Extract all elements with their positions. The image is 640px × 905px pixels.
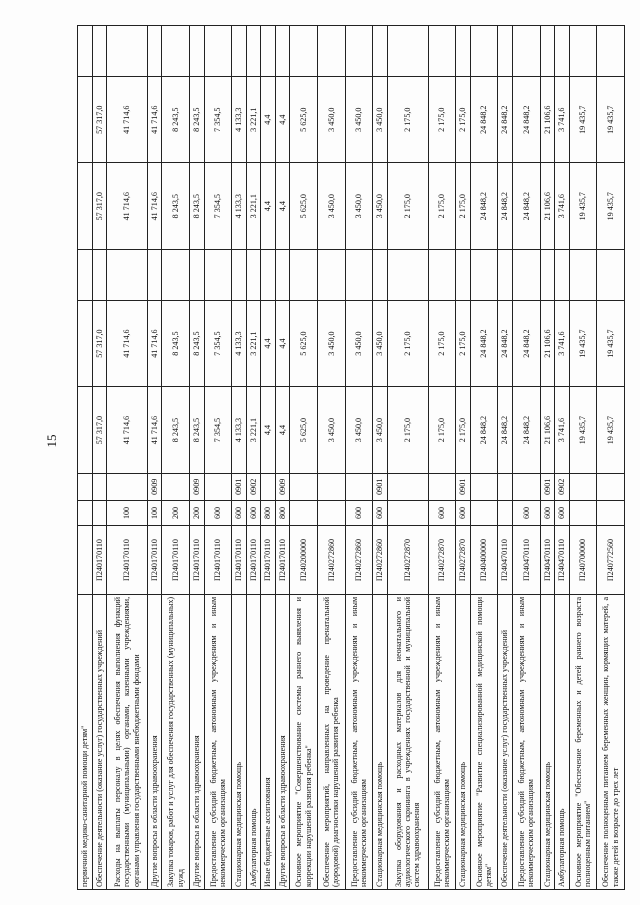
row-value-5-cell: 2 175,0: [387, 76, 428, 163]
row-section-cell: [498, 473, 513, 500]
row-code-cell: П240470110: [540, 526, 555, 595]
row-code-cell: П240170110: [246, 526, 261, 595]
row-expense-type-cell: [92, 500, 107, 525]
row-value-3-cell: [345, 249, 373, 300]
row-code-cell: П240170110: [107, 526, 148, 595]
table-row: [428, 26, 456, 890]
row-value-3-cell: [512, 249, 540, 300]
row-value-1-cell: 24 848,2: [512, 387, 540, 474]
row-value-4-cell: 24 848,2: [498, 163, 513, 250]
row-expense-type-cell: [317, 500, 345, 525]
row-code-cell: П240200000: [290, 526, 318, 595]
row-value-6-cell: [428, 26, 456, 77]
row-code-cell: П240170110: [261, 526, 276, 595]
row-expense-type-cell: [569, 500, 597, 525]
row-value-2-cell: 4,4: [261, 300, 276, 387]
row-expense-type-cell: 800: [261, 500, 276, 525]
row-value-3-cell: [107, 249, 148, 300]
row-value-5-cell: 2 175,0: [428, 76, 456, 163]
row-expense-type-cell: [387, 500, 428, 525]
row-value-5-cell: 3 221,1: [246, 76, 261, 163]
row-section-cell: 0901: [456, 473, 471, 500]
row-expense-type-cell: 600: [232, 500, 247, 525]
budget-table: [77, 25, 625, 890]
row-section-cell: 0909: [275, 473, 290, 500]
row-value-6-cell: [92, 26, 107, 77]
row-value-5-cell: 2 175,0: [456, 76, 471, 163]
table-row: [317, 26, 345, 890]
row-value-5-cell: 24 848,2: [512, 76, 540, 163]
table-row: [232, 26, 247, 890]
row-section-cell: [512, 473, 540, 500]
row-value-6-cell: [555, 26, 570, 77]
row-value-4-cell: 5 625,0: [290, 163, 318, 250]
row-value-3-cell: [204, 249, 232, 300]
row-value-2-cell: [78, 300, 93, 387]
row-code-cell: П240700000: [569, 526, 597, 595]
table-row: [204, 26, 232, 890]
row-value-6-cell: [190, 26, 205, 77]
row-value-4-cell: 3 450,0: [345, 163, 373, 250]
row-value-2-cell: 24 848,2: [470, 300, 498, 387]
row-code-cell: [78, 526, 93, 595]
row-value-4-cell: 2 175,0: [456, 163, 471, 250]
row-value-3-cell: [261, 249, 276, 300]
row-expense-type-cell: 600: [373, 500, 388, 525]
row-section-cell: [470, 473, 498, 500]
row-section-cell: [92, 473, 107, 500]
row-value-2-cell: 7 354,5: [204, 300, 232, 387]
row-value-1-cell: 3 450,0: [317, 387, 345, 474]
row-value-5-cell: 8 243,5: [162, 76, 190, 163]
row-expense-type-cell: 600: [555, 500, 570, 525]
table-row: [569, 26, 597, 890]
row-expense-type-cell: 600: [512, 500, 540, 525]
row-value-1-cell: 2 175,0: [387, 387, 428, 474]
row-value-6-cell: [261, 26, 276, 77]
row-value-5-cell: 19 435,7: [597, 76, 625, 163]
row-name-cell: Предоставление субсидий бюджетным, автономным учреждениям и иным некоммерческим организациям: [428, 594, 456, 889]
page-number: 15: [44, 434, 59, 448]
row-section-cell: [428, 473, 456, 500]
row-value-4-cell: 24 848,2: [512, 163, 540, 250]
row-value-6-cell: [147, 26, 162, 77]
row-value-1-cell: 3 221,1: [246, 387, 261, 474]
row-name-cell: Основное мероприятие "Развитие специализированной медицинской помощи детям": [470, 594, 498, 889]
row-value-1-cell: 24 848,2: [498, 387, 513, 474]
row-name-cell: Стационарная медицинская помощь: [540, 594, 555, 889]
row-value-4-cell: [78, 163, 93, 250]
row-name-cell: Обеспечение полноценным питанием беременных женщин, кормящих матерей, а также детей в возрасте до трех лет: [597, 594, 625, 889]
row-value-5-cell: 3 450,0: [317, 76, 345, 163]
table-row: [512, 26, 540, 890]
row-expense-type-cell: [597, 500, 625, 525]
row-value-5-cell: 5 625,0: [290, 76, 318, 163]
row-name-cell: Стационарная медицинская помощь: [232, 594, 247, 889]
row-name-cell: Обеспечение мероприятий, направленных на проведение пренатальной (дородовой) диагностики нарушений развития ребенка: [317, 594, 345, 889]
table-row: [470, 26, 498, 890]
row-value-5-cell: 4,4: [275, 76, 290, 163]
row-value-2-cell: 3 450,0: [373, 300, 388, 387]
row-section-cell: [261, 473, 276, 500]
row-expense-type-cell: 200: [190, 500, 205, 525]
row-value-1-cell: 57 317,0: [92, 387, 107, 474]
row-value-3-cell: [190, 249, 205, 300]
row-value-3-cell: [555, 249, 570, 300]
row-value-6-cell: [275, 26, 290, 77]
row-name-cell: Закупка оборудования и расходных материалов для неонатального и аудиологического скрининга в учреждениях государственной и муниципальной систем здравоохранения: [387, 594, 428, 889]
row-name-cell: Основное мероприятие "Обеспечение беременных и детей раннего возраста полноценным питанием": [569, 594, 597, 889]
row-value-6-cell: [246, 26, 261, 77]
row-code-cell: П240170110: [92, 526, 107, 595]
row-value-2-cell: 8 243,5: [190, 300, 205, 387]
row-name-cell: Предоставление субсидий бюджетным, автономным учреждениям и иным некоммерческим организациям: [204, 594, 232, 889]
row-code-cell: П240170110: [275, 526, 290, 595]
row-value-2-cell: 4,4: [275, 300, 290, 387]
row-name-cell: Обеспечение деятельности (оказание услуг) государственных учреждений: [498, 594, 513, 889]
row-value-1-cell: 41 714,6: [147, 387, 162, 474]
table-row: [190, 26, 205, 890]
row-code-cell: П240170110: [204, 526, 232, 595]
row-value-3-cell: [290, 249, 318, 300]
row-value-4-cell: 24 848,2: [470, 163, 498, 250]
row-name-cell: Стационарная медицинская помощь: [373, 594, 388, 889]
row-value-5-cell: 8 243,5: [190, 76, 205, 163]
row-value-4-cell: 3 450,0: [317, 163, 345, 250]
row-value-3-cell: [78, 249, 93, 300]
row-name-cell: Другие вопросы в области здравоохранения: [190, 594, 205, 889]
row-name-cell: Предоставление субсидий бюджетным, автономным учреждениям и иным некоммерческим организациям: [345, 594, 373, 889]
row-value-4-cell: 3 741,6: [555, 163, 570, 250]
row-name-cell: Амбулаторная помощь: [555, 594, 570, 889]
row-value-5-cell: 3 450,0: [373, 76, 388, 163]
row-value-6-cell: [456, 26, 471, 77]
row-code-cell: П240170110: [147, 526, 162, 595]
row-section-cell: 0909: [147, 473, 162, 500]
row-value-2-cell: 19 435,7: [597, 300, 625, 387]
table-row: [540, 26, 555, 890]
row-expense-type-cell: 100: [107, 500, 148, 525]
row-value-2-cell: 2 175,0: [387, 300, 428, 387]
row-value-6-cell: [204, 26, 232, 77]
row-name-cell: Обеспечение деятельности (оказание услуг) государственных учреждений: [92, 594, 107, 889]
row-value-5-cell: 21 106,6: [540, 76, 555, 163]
row-expense-type-cell: 100: [147, 500, 162, 525]
row-value-2-cell: 5 625,0: [290, 300, 318, 387]
row-code-cell: П240272860: [373, 526, 388, 595]
row-code-cell: П240272870: [387, 526, 428, 595]
table-row: [261, 26, 276, 890]
row-section-cell: [78, 473, 93, 500]
row-value-1-cell: 19 435,7: [569, 387, 597, 474]
table-body: [78, 26, 625, 890]
row-value-6-cell: [317, 26, 345, 77]
table-row: [147, 26, 162, 890]
row-value-3-cell: [162, 249, 190, 300]
row-value-1-cell: [78, 387, 93, 474]
row-value-3-cell: [275, 249, 290, 300]
row-value-6-cell: [345, 26, 373, 77]
row-name-cell: первичной медико-санитарной помощи детям": [78, 594, 93, 889]
row-value-1-cell: 3 450,0: [345, 387, 373, 474]
row-value-2-cell: 3 741,6: [555, 300, 570, 387]
row-value-2-cell: 3 450,0: [317, 300, 345, 387]
row-name-cell: Основное мероприятие "Совершенствование системы раннего выявления и коррекции нарушений развития ребенка": [290, 594, 318, 889]
row-value-4-cell: 3 450,0: [373, 163, 388, 250]
row-value-2-cell: 21 106,6: [540, 300, 555, 387]
row-value-4-cell: 41 714,6: [107, 163, 148, 250]
row-value-6-cell: [597, 26, 625, 77]
row-value-6-cell: [290, 26, 318, 77]
row-value-4-cell: 2 175,0: [428, 163, 456, 250]
row-code-cell: П240470110: [512, 526, 540, 595]
row-value-2-cell: 41 714,6: [107, 300, 148, 387]
row-name-cell: Другие вопросы в области здравоохранения: [275, 594, 290, 889]
row-section-cell: 0902: [246, 473, 261, 500]
table-row: [555, 26, 570, 890]
row-value-3-cell: [246, 249, 261, 300]
row-value-2-cell: 2 175,0: [456, 300, 471, 387]
row-value-3-cell: [498, 249, 513, 300]
row-value-2-cell: 19 435,7: [569, 300, 597, 387]
row-value-3-cell: [317, 249, 345, 300]
row-value-1-cell: 8 243,5: [190, 387, 205, 474]
row-section-cell: [345, 473, 373, 500]
row-value-4-cell: 8 243,5: [190, 163, 205, 250]
row-value-1-cell: 3 741,6: [555, 387, 570, 474]
row-expense-type-cell: 600: [345, 500, 373, 525]
row-value-5-cell: 7 354,5: [204, 76, 232, 163]
row-code-cell: П240772560: [597, 526, 625, 595]
row-value-4-cell: 19 435,7: [597, 163, 625, 250]
row-name-cell: Иные бюджетные ассигнования: [261, 594, 276, 889]
row-value-3-cell: [232, 249, 247, 300]
row-value-1-cell: 4,4: [275, 387, 290, 474]
row-value-5-cell: 41 714,6: [107, 76, 148, 163]
row-value-6-cell: [78, 26, 93, 77]
row-value-1-cell: 2 175,0: [428, 387, 456, 474]
row-value-4-cell: 4,4: [261, 163, 276, 250]
row-expense-type-cell: [290, 500, 318, 525]
row-expense-type-cell: 200: [162, 500, 190, 525]
row-expense-type-cell: [470, 500, 498, 525]
row-name-cell: Расходы на выплаты персоналу в целях обеспечения выполнения функций государственными (муниципальными) органами, казенными учреждениями, органами управления государственными внебюджетными фондами: [107, 594, 148, 889]
row-value-6-cell: [373, 26, 388, 77]
row-code-cell: П240470110: [555, 526, 570, 595]
row-code-cell: П240400000: [470, 526, 498, 595]
row-value-3-cell: [540, 249, 555, 300]
row-value-2-cell: 4 133,3: [232, 300, 247, 387]
table-row: [246, 26, 261, 890]
row-value-2-cell: 3 450,0: [345, 300, 373, 387]
row-value-5-cell: 4 133,3: [232, 76, 247, 163]
row-value-5-cell: 19 435,7: [569, 76, 597, 163]
row-value-2-cell: 41 714,6: [147, 300, 162, 387]
row-value-5-cell: 41 714,6: [147, 76, 162, 163]
row-name-cell: Амбулаторная помощь: [246, 594, 261, 889]
table-row: [373, 26, 388, 890]
row-value-1-cell: 5 625,0: [290, 387, 318, 474]
table-row: [498, 26, 513, 890]
row-value-2-cell: 3 221,1: [246, 300, 261, 387]
row-value-1-cell: 7 354,5: [204, 387, 232, 474]
row-value-3-cell: [470, 249, 498, 300]
row-value-5-cell: 3 741,6: [555, 76, 570, 163]
row-section-cell: 0902: [555, 473, 570, 500]
row-value-3-cell: [428, 249, 456, 300]
row-expense-type-cell: 600: [246, 500, 261, 525]
budget-table-rotated: [77, 25, 625, 890]
row-name-cell: Предоставление субсидий бюджетным, автономным учреждениям и иным некоммерческим организациям: [512, 594, 540, 889]
table-row: [290, 26, 318, 890]
row-section-cell: 0901: [232, 473, 247, 500]
row-code-cell: П240470110: [498, 526, 513, 595]
row-value-4-cell: 8 243,5: [162, 163, 190, 250]
row-value-4-cell: 7 354,5: [204, 163, 232, 250]
table-row: [456, 26, 471, 890]
row-code-cell: П240272870: [428, 526, 456, 595]
row-value-1-cell: 4,4: [261, 387, 276, 474]
row-section-cell: [290, 473, 318, 500]
row-value-2-cell: 8 243,5: [162, 300, 190, 387]
row-value-1-cell: 4 133,3: [232, 387, 247, 474]
row-value-1-cell: 19 435,7: [597, 387, 625, 474]
table-row: [107, 26, 148, 890]
row-value-4-cell: 57 317,0: [92, 163, 107, 250]
row-value-3-cell: [597, 249, 625, 300]
row-value-1-cell: 2 175,0: [456, 387, 471, 474]
row-value-5-cell: 3 450,0: [345, 76, 373, 163]
row-value-4-cell: 4,4: [275, 163, 290, 250]
row-value-1-cell: 3 450,0: [373, 387, 388, 474]
row-section-cell: 0901: [540, 473, 555, 500]
row-code-cell: П240170110: [232, 526, 247, 595]
row-value-4-cell: 21 106,6: [540, 163, 555, 250]
row-value-1-cell: 8 243,5: [162, 387, 190, 474]
row-value-1-cell: 21 106,6: [540, 387, 555, 474]
row-value-5-cell: 24 848,2: [470, 76, 498, 163]
row-value-5-cell: 4,4: [261, 76, 276, 163]
row-expense-type-cell: 600: [456, 500, 471, 525]
table-row: [78, 26, 93, 890]
row-value-6-cell: [387, 26, 428, 77]
table-row: [597, 26, 625, 890]
row-value-4-cell: 3 221,1: [246, 163, 261, 250]
row-code-cell: П240272860: [345, 526, 373, 595]
row-value-5-cell: 57 317,0: [92, 76, 107, 163]
row-code-cell: П240272870: [456, 526, 471, 595]
table-row: [345, 26, 373, 890]
row-section-cell: [597, 473, 625, 500]
row-code-cell: П240272860: [317, 526, 345, 595]
row-value-3-cell: [373, 249, 388, 300]
row-expense-type-cell: 600: [428, 500, 456, 525]
table-row: [162, 26, 190, 890]
row-name-cell: Закупка товаров, работ и услуг для обеспечения государственных (муниципальных) нужд: [162, 594, 190, 889]
row-expense-type-cell: 800: [275, 500, 290, 525]
row-section-cell: 0901: [373, 473, 388, 500]
row-value-6-cell: [540, 26, 555, 77]
row-value-6-cell: [162, 26, 190, 77]
row-value-2-cell: 24 848,2: [512, 300, 540, 387]
table-row: [275, 26, 290, 890]
row-name-cell: Стационарная медицинская помощь: [456, 594, 471, 889]
row-value-3-cell: [92, 249, 107, 300]
row-value-3-cell: [456, 249, 471, 300]
table-row: [92, 26, 107, 890]
table-row: [387, 26, 428, 890]
row-code-cell: П240170110: [162, 526, 190, 595]
row-value-2-cell: 2 175,0: [428, 300, 456, 387]
row-section-cell: [107, 473, 148, 500]
row-expense-type-cell: [498, 500, 513, 525]
row-value-4-cell: 4 133,3: [232, 163, 247, 250]
row-value-5-cell: 24 848,2: [498, 76, 513, 163]
row-value-5-cell: [78, 76, 93, 163]
row-expense-type-cell: [78, 500, 93, 525]
row-value-1-cell: 24 848,2: [470, 387, 498, 474]
row-section-cell: 0909: [190, 473, 205, 500]
row-value-6-cell: [498, 26, 513, 77]
row-name-cell: Другие вопросы в области здравоохранения: [147, 594, 162, 889]
row-section-cell: [204, 473, 232, 500]
row-value-2-cell: 57 317,0: [92, 300, 107, 387]
row-value-4-cell: 2 175,0: [387, 163, 428, 250]
row-expense-type-cell: 600: [540, 500, 555, 525]
row-value-6-cell: [107, 26, 148, 77]
row-section-cell: [387, 473, 428, 500]
row-code-cell: П240170110: [190, 526, 205, 595]
row-value-2-cell: 24 848,2: [498, 300, 513, 387]
row-value-6-cell: [470, 26, 498, 77]
row-value-6-cell: [569, 26, 597, 77]
row-section-cell: [162, 473, 190, 500]
row-value-6-cell: [232, 26, 247, 77]
row-value-4-cell: 19 435,7: [569, 163, 597, 250]
row-section-cell: [569, 473, 597, 500]
row-section-cell: [317, 473, 345, 500]
row-value-3-cell: [387, 249, 428, 300]
row-value-3-cell: [147, 249, 162, 300]
row-value-1-cell: 41 714,6: [107, 387, 148, 474]
row-value-4-cell: 41 714,6: [147, 163, 162, 250]
row-value-3-cell: [569, 249, 597, 300]
row-expense-type-cell: 600: [204, 500, 232, 525]
row-value-6-cell: [512, 26, 540, 77]
